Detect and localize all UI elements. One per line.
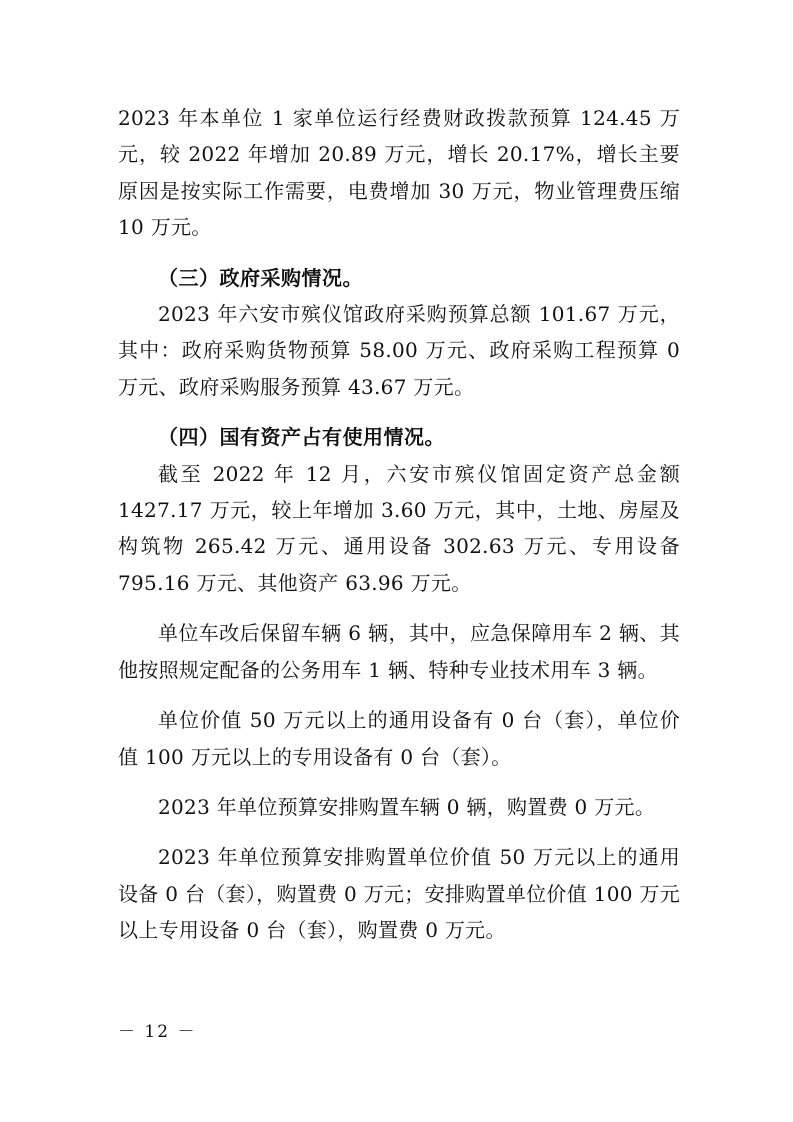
section-heading-state-assets: （四）国有资产占有使用情况。 xyxy=(158,425,445,450)
paragraph-equipment-purchase: 2023 年单位预算安排购置单位价值 50 万元以上的通用设备 0 台（套），购置费 0 万元；安排购置单位价值 100 万元以上专用设备 0 台（套），购置费 0 万元。 xyxy=(118,845,680,943)
paragraph-unit-operating-budget: 2023 年本单位 1 家单位运行经费财政拨款预算 124.45 万元，较 2022 年增加 20.89 万元，增长 20.17%，增长主要原因是按实际工作需要，电费增加 30 万元，物业管理费压缩 10 万元。 xyxy=(118,106,680,240)
paragraph-procurement-budget: 2023 年六安市殡仪馆政府采购预算总额 101.67 万元，其中：政府采购货物预算 58.00 万元、政府采购工程预算 0 万元、政府采购服务预算 43.67 万元。 xyxy=(118,302,680,399)
page-number: － 12 － xyxy=(118,1022,197,1042)
paragraph-vehicle-purchase: 2023 年单位预算安排购置车辆 0 辆，购置费 0 万元。 xyxy=(158,794,656,819)
paragraph-vehicles: 单位车改后保留车辆 6 辆，其中，应急保障用车 2 辆、其他按照规定配备的公务用车 1 辆、特种专业技术用车 3 辆。 xyxy=(118,621,680,682)
section-heading-government-procurement: （三）政府采购情况。 xyxy=(158,265,363,290)
paragraph-fixed-assets: 截至 2022 年 12 月，六安市殡仪馆固定资产总金额 1427.17 万元，较上年增加 3.60 万元，其中，土地、房屋及构筑物 265.42 万元、通用设备 302.63 万元、专用设备 795.16 万元、其他资产 63.96 万元。 xyxy=(118,461,680,595)
document-body xyxy=(118,100,680,949)
paragraph-equipment-value: 单位价值 50 万元以上的通用设备有 0 台（套），单位价值 100 万元以上的专用设备有 0 台（套）。 xyxy=(118,708,680,769)
